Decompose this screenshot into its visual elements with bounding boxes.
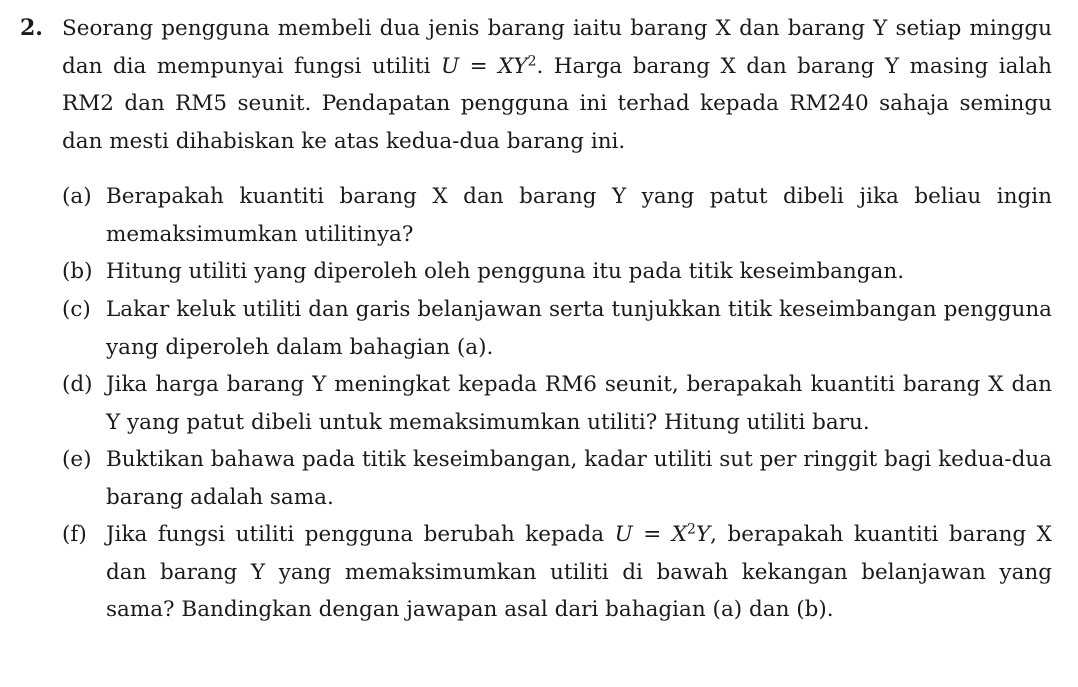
part-d (62, 366, 1052, 441)
part-text: Buktikan bahawa pada titik keseimbangan, kadar utiliti sut per ringgit bagi kedua-dua barang adalah sama. (106, 447, 1052, 510)
part-text: Hitung utiliti yang diperoleh oleh pengguna itu pada titik keseimbangan. (106, 259, 905, 284)
part-label: (e) (62, 447, 92, 472)
question-stem (62, 10, 1052, 160)
question-number: 2. (20, 15, 43, 41)
part-label: (f) (62, 522, 87, 547)
part-label: (c) (62, 297, 91, 322)
part-c (62, 291, 1052, 366)
part-text: Jika fungsi utiliti pengguna berubah kepada $U = X^2Y$, berapakah kuantiti barang X dan barang Y yang memaksimumkan utiliti di bawah kekangan belanjawan yang sama? Bandingkan dengan jawapan asal dari bahagian (a) dan (b). (106, 521, 1052, 622)
part-text: Lakar keluk utiliti dan garis belanjawan serta tunjukkan titik keseimbangan pengguna yang diperoleh dalam bahagian (a). (106, 297, 1052, 360)
part-a (62, 178, 1052, 253)
new-utility-function: $U = X^2Y$ (614, 521, 711, 547)
stem-text-1: Seorang pengguna membeli dua jenis barang iaitu barang X dan barang Y setiap minggu dan dia mempunyai fungsi utiliti (62, 16, 1052, 79)
part-e (62, 441, 1052, 516)
part-b (62, 253, 1052, 291)
utility-function: $U = XY^2$ (441, 52, 537, 79)
stem-text-2: . Harga barang X dan barang Y masing ialah RM2 dan RM5 seunit. Pendapatan pengguna ini terhad kepada RM240 sahaja semingu dan mesti dihabiskan ke atas kedua-dua barang ini. (62, 53, 1053, 154)
part-f (62, 516, 1052, 629)
part-label: (a) (62, 184, 92, 209)
part-text: Jika harga barang Y meningkat kepada RM6 seunit, berapakah kuantiti barang X dan Y yang patut dibeli untuk memaksimumkan utiliti? Hitung utiliti baru. (106, 372, 1052, 435)
part-text: Berapakah kuantiti barang X dan barang Y yang patut dibeli jika beliau ingin memaksimumkan utilitinya? (106, 184, 1052, 247)
part-label: (b) (62, 259, 93, 284)
part-label: (d) (62, 372, 93, 397)
